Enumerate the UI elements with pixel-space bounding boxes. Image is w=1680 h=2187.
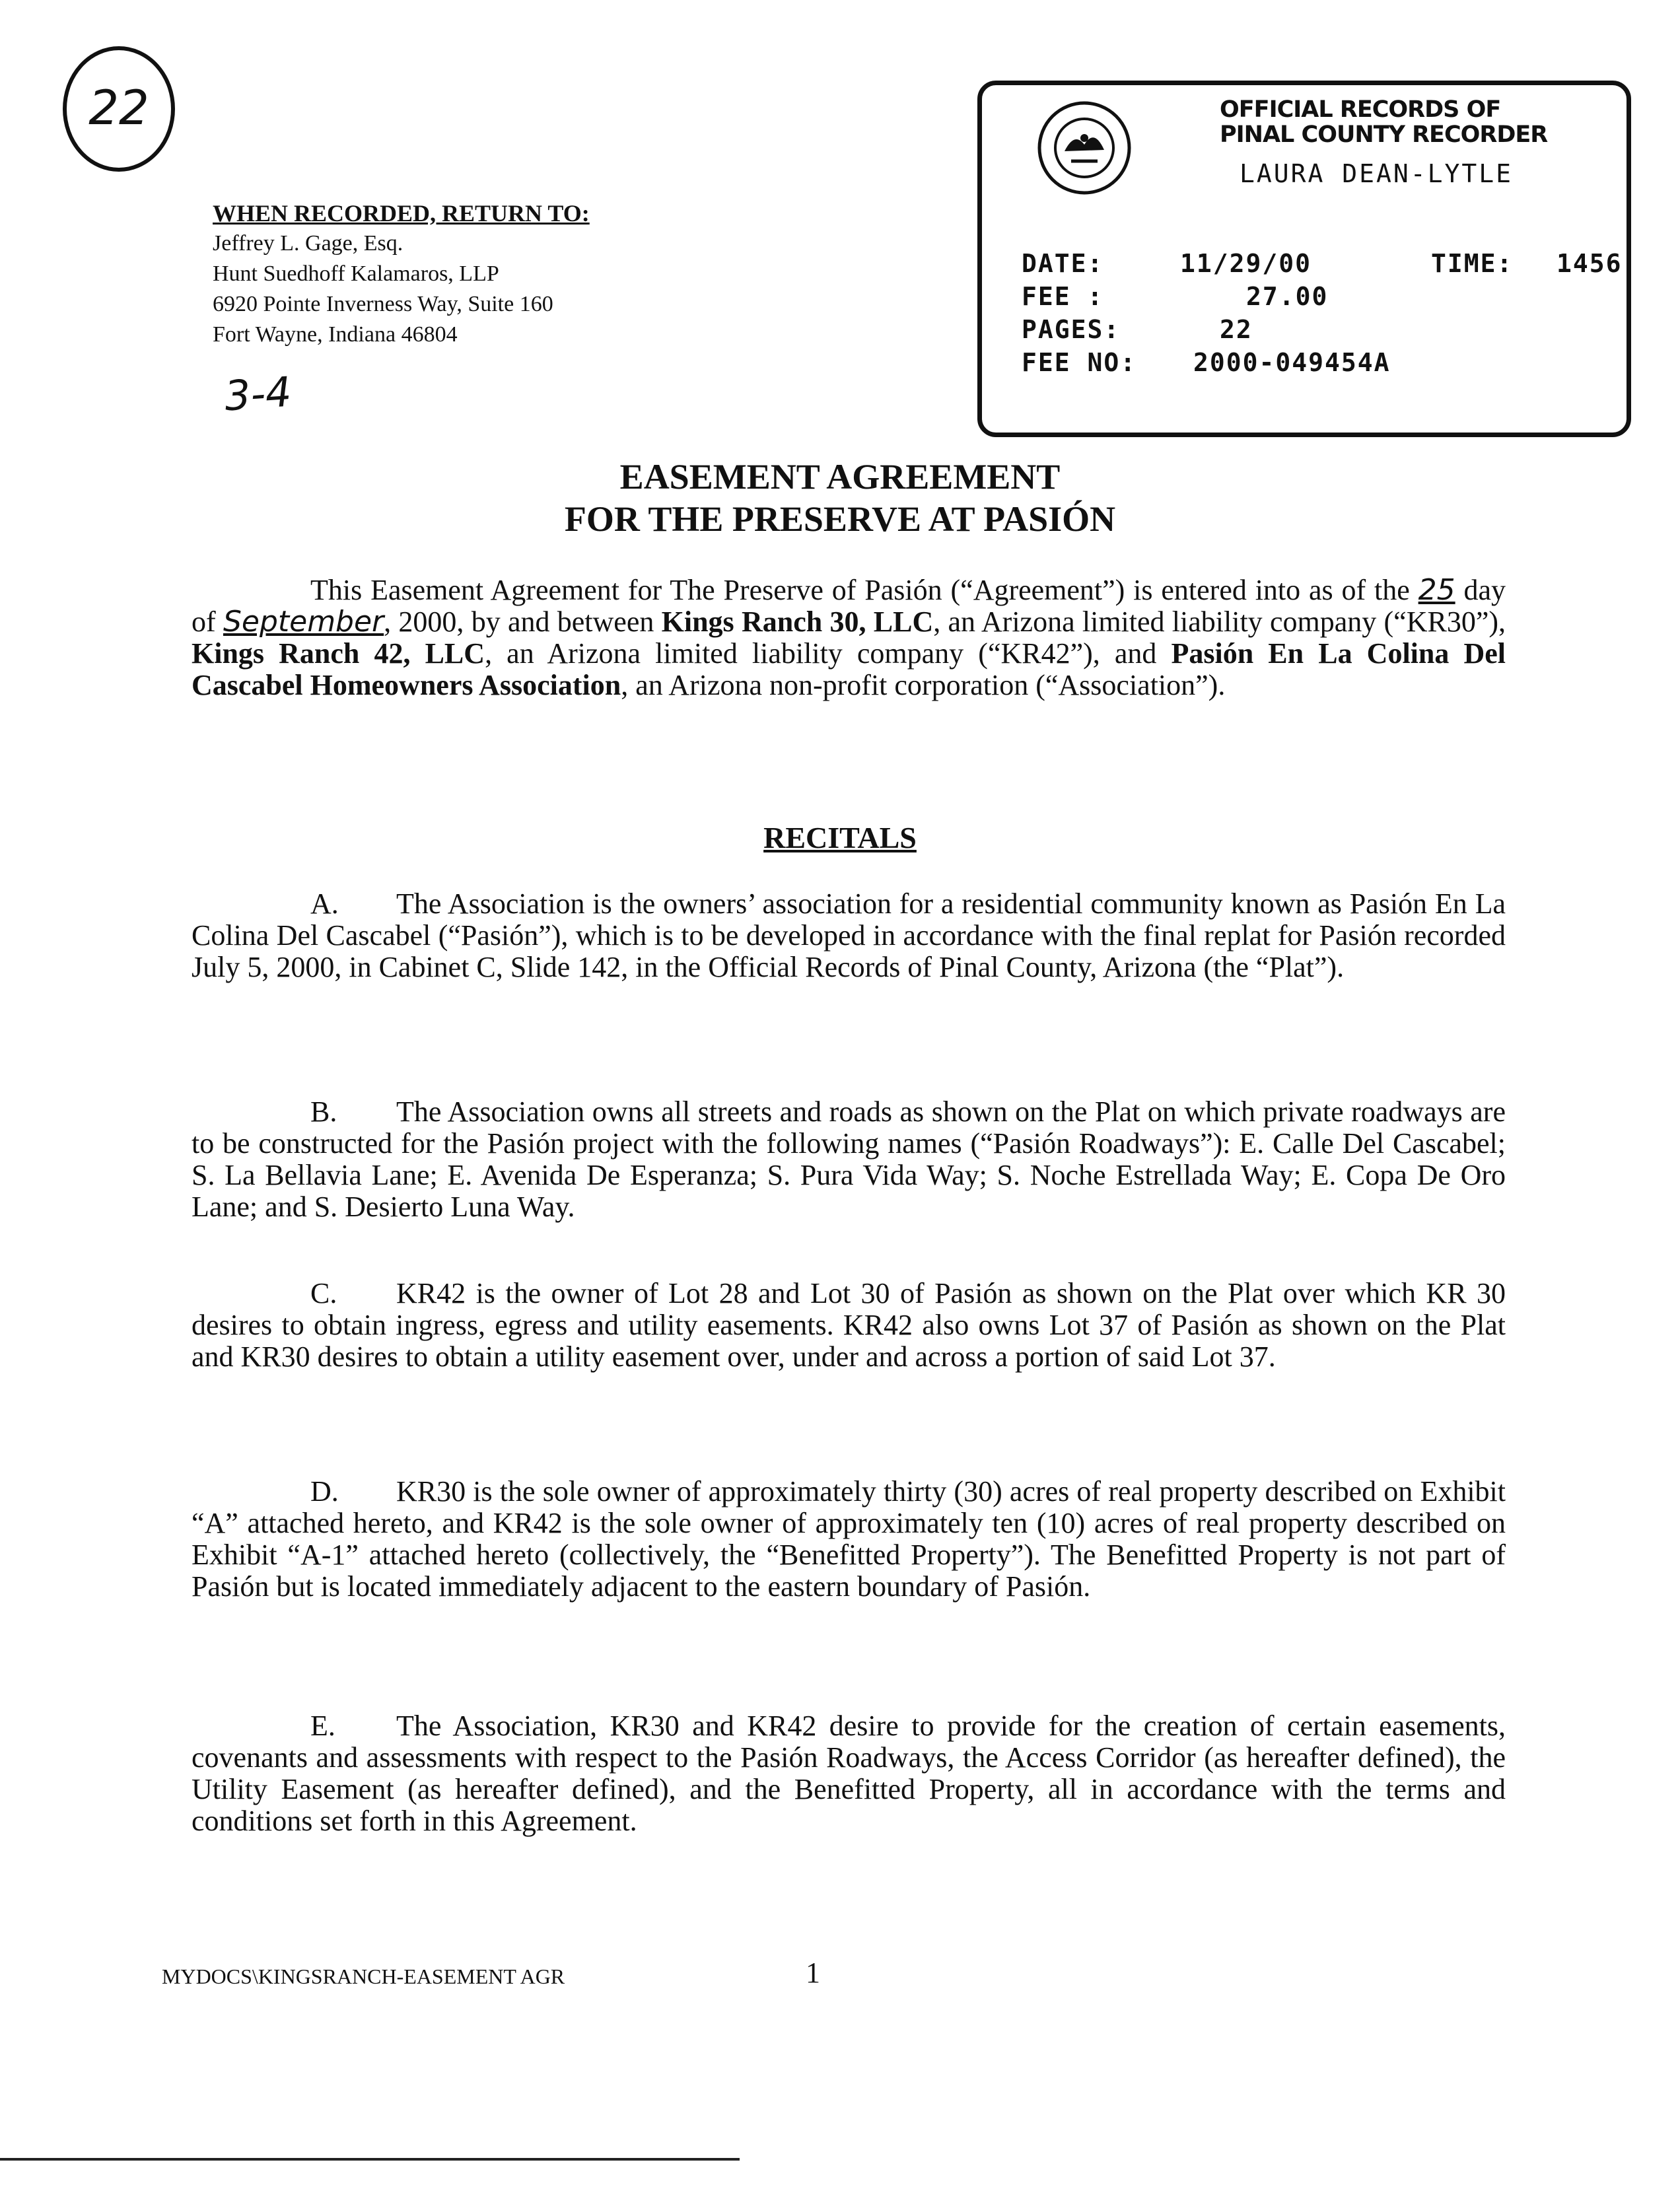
recorder-stamp bbox=[977, 81, 1631, 437]
stamp-fields bbox=[1022, 247, 1623, 379]
stamp-pages-value: 22 bbox=[1220, 315, 1253, 344]
recital-paragraph bbox=[192, 1096, 1506, 1223]
stamp-time-value: 1456 bbox=[1557, 249, 1623, 278]
recital-paragraph bbox=[192, 1476, 1506, 1603]
county-seal-icon bbox=[1035, 98, 1134, 197]
handwritten-day: 25 bbox=[1418, 573, 1455, 607]
stamp-fee-value: 27.00 bbox=[1246, 282, 1329, 311]
stamp-fee-no-value: 2000-049454A bbox=[1193, 348, 1391, 377]
party-association: Pasión En La Colina Del Cascabel Homeowners Association bbox=[192, 637, 1506, 701]
document-title bbox=[0, 456, 1680, 540]
document-title-line2: FOR THE PRESERVE AT PASIÓN bbox=[564, 499, 1116, 539]
party-kr42: Kings Ranch 42, LLC bbox=[192, 637, 485, 670]
party-kr30: Kings Ranch 30, LLC bbox=[661, 606, 934, 638]
recital-text: The Association is the owners’ association for a residential community known as Pasión En La Colina Del Cascabel (“Pasión”), which is to be developed in accordance with the final replat for Pasión recorded July 5, 2000, in Cabinet C, Slide 142, in the Official Records of Pinal County, Arizona (the “Plat”). bbox=[192, 887, 1506, 983]
stamp-office-line2: PINAL COUNTY RECORDER bbox=[1220, 122, 1548, 148]
page-mark-text: 22 bbox=[88, 80, 149, 135]
stamp-date-value: 11/29/00 bbox=[1180, 249, 1312, 278]
recital-text: The Association owns all streets and roads as shown on the Plat on which private roadways are to be constructed for the Pasión project with the following names (“Pasión Roadways”): E. Calle Del Cascabel; S. La Bellavia Lane; E. Avenida De Esperanza; S. Pura Vida Way; S. Noche Estrellada Way; E. Copa De Oro Lane; and S. Desierto Luna Way. bbox=[192, 1095, 1506, 1223]
recital-label: C. bbox=[310, 1277, 337, 1309]
document-title-line1: EASEMENT AGREEMENT bbox=[619, 457, 1061, 497]
circled-page-mark bbox=[53, 40, 185, 178]
recital-paragraph bbox=[192, 888, 1506, 983]
recital-paragraph bbox=[192, 1278, 1506, 1373]
stamp-fee-no-row bbox=[1022, 346, 1616, 379]
page-number: 1 bbox=[806, 1957, 820, 1989]
stamp-fee-label: FEE : bbox=[1022, 282, 1104, 311]
return-to-line: Fort Wayne, Indiana 46804 bbox=[213, 322, 458, 347]
recital-label: B. bbox=[310, 1095, 337, 1128]
recital-text: KR30 is the sole owner of approximately thirty (30) acres of real property described on Exhibit “A” attached hereto, and KR42 is the sole owner of approximately ten (10) acres of real property described on Exhibit “A-1” attached hereto (collectively, the “Benefitted Property”). The Benefitted Property is not part of Pasión but is located immediately adjacent to the eastern boundary of Pasión. bbox=[192, 1475, 1506, 1603]
handwritten-month: September bbox=[223, 605, 384, 639]
recital-text: The Association, KR30 and KR42 desire to provide for the creation of certain easements, covenants and assessments with respect to the Pasión Roadways, the Access Corridor (as hereafter defined), the Utility Easement (as hereafter defined), and the Benefitted Property, all in accordance with the terms and conditions set forth in this Agreement. bbox=[192, 1710, 1506, 1837]
recital-label: A. bbox=[310, 887, 339, 920]
return-to-line: 6920 Pointe Inverness Way, Suite 160 bbox=[213, 292, 553, 316]
stamp-fee-row bbox=[1022, 280, 1616, 313]
recital-paragraph bbox=[192, 1710, 1506, 1837]
intro-text: , an Arizona non-profit corporation (“Association”). bbox=[621, 669, 1226, 701]
return-to-line: Hunt Suedhoff Kalamaros, LLP bbox=[213, 261, 499, 286]
stamp-time-label: TIME: bbox=[1431, 249, 1514, 278]
intro-text: , an Arizona limited liability company (“KR42”), and bbox=[485, 637, 1172, 670]
bottom-rule bbox=[0, 2158, 740, 2161]
recital-label: E. bbox=[310, 1710, 335, 1742]
stamp-office-name bbox=[1220, 97, 1616, 147]
recital-label: D. bbox=[310, 1475, 339, 1508]
stamp-recorder-name: LAURA DEAN-LYTLE bbox=[1240, 159, 1514, 188]
return-to-line: Jeffrey L. Gage, Esq. bbox=[213, 231, 403, 256]
return-to-heading: WHEN RECORDED, RETURN TO: bbox=[213, 200, 590, 226]
stamp-pages-label: PAGES: bbox=[1022, 315, 1121, 344]
intro-text: This Easement Agreement for The Preserve of Pasión (“Agreement”) is entered into as of the bbox=[310, 574, 1410, 606]
footer-file-path: MYDOCS\KINGSRANCH-EASEMENT AGR bbox=[162, 1964, 565, 1988]
stamp-date-label: DATE: bbox=[1022, 249, 1104, 278]
stamp-pages-row bbox=[1022, 313, 1616, 346]
recital-text: KR42 is the owner of Lot 28 and Lot 30 of Pasión as shown on the Plat over which KR 30 desires to obtain ingress, egress and utility easements. KR42 also owns Lot 37 of Pasión as shown on the Plat and KR30 desires to obtain a utility easement over, under and across a portion of said Lot 37. bbox=[192, 1277, 1506, 1373]
intro-text: day of bbox=[192, 574, 1506, 638]
stamp-office-line1: OFFICIAL RECORDS OF bbox=[1220, 96, 1501, 123]
intro-paragraph bbox=[192, 574, 1506, 701]
recitals-heading: RECITALS bbox=[763, 821, 917, 854]
intro-text: , 2000, by and between bbox=[384, 606, 662, 638]
stamp-date-row bbox=[1022, 247, 1623, 280]
stamp-fee-no-label: FEE NO: bbox=[1022, 348, 1137, 377]
return-to-block bbox=[213, 198, 715, 350]
handwritten-note: 3-4 bbox=[223, 367, 293, 421]
intro-text: , an Arizona limited liability company (“KR30”), bbox=[933, 606, 1506, 638]
